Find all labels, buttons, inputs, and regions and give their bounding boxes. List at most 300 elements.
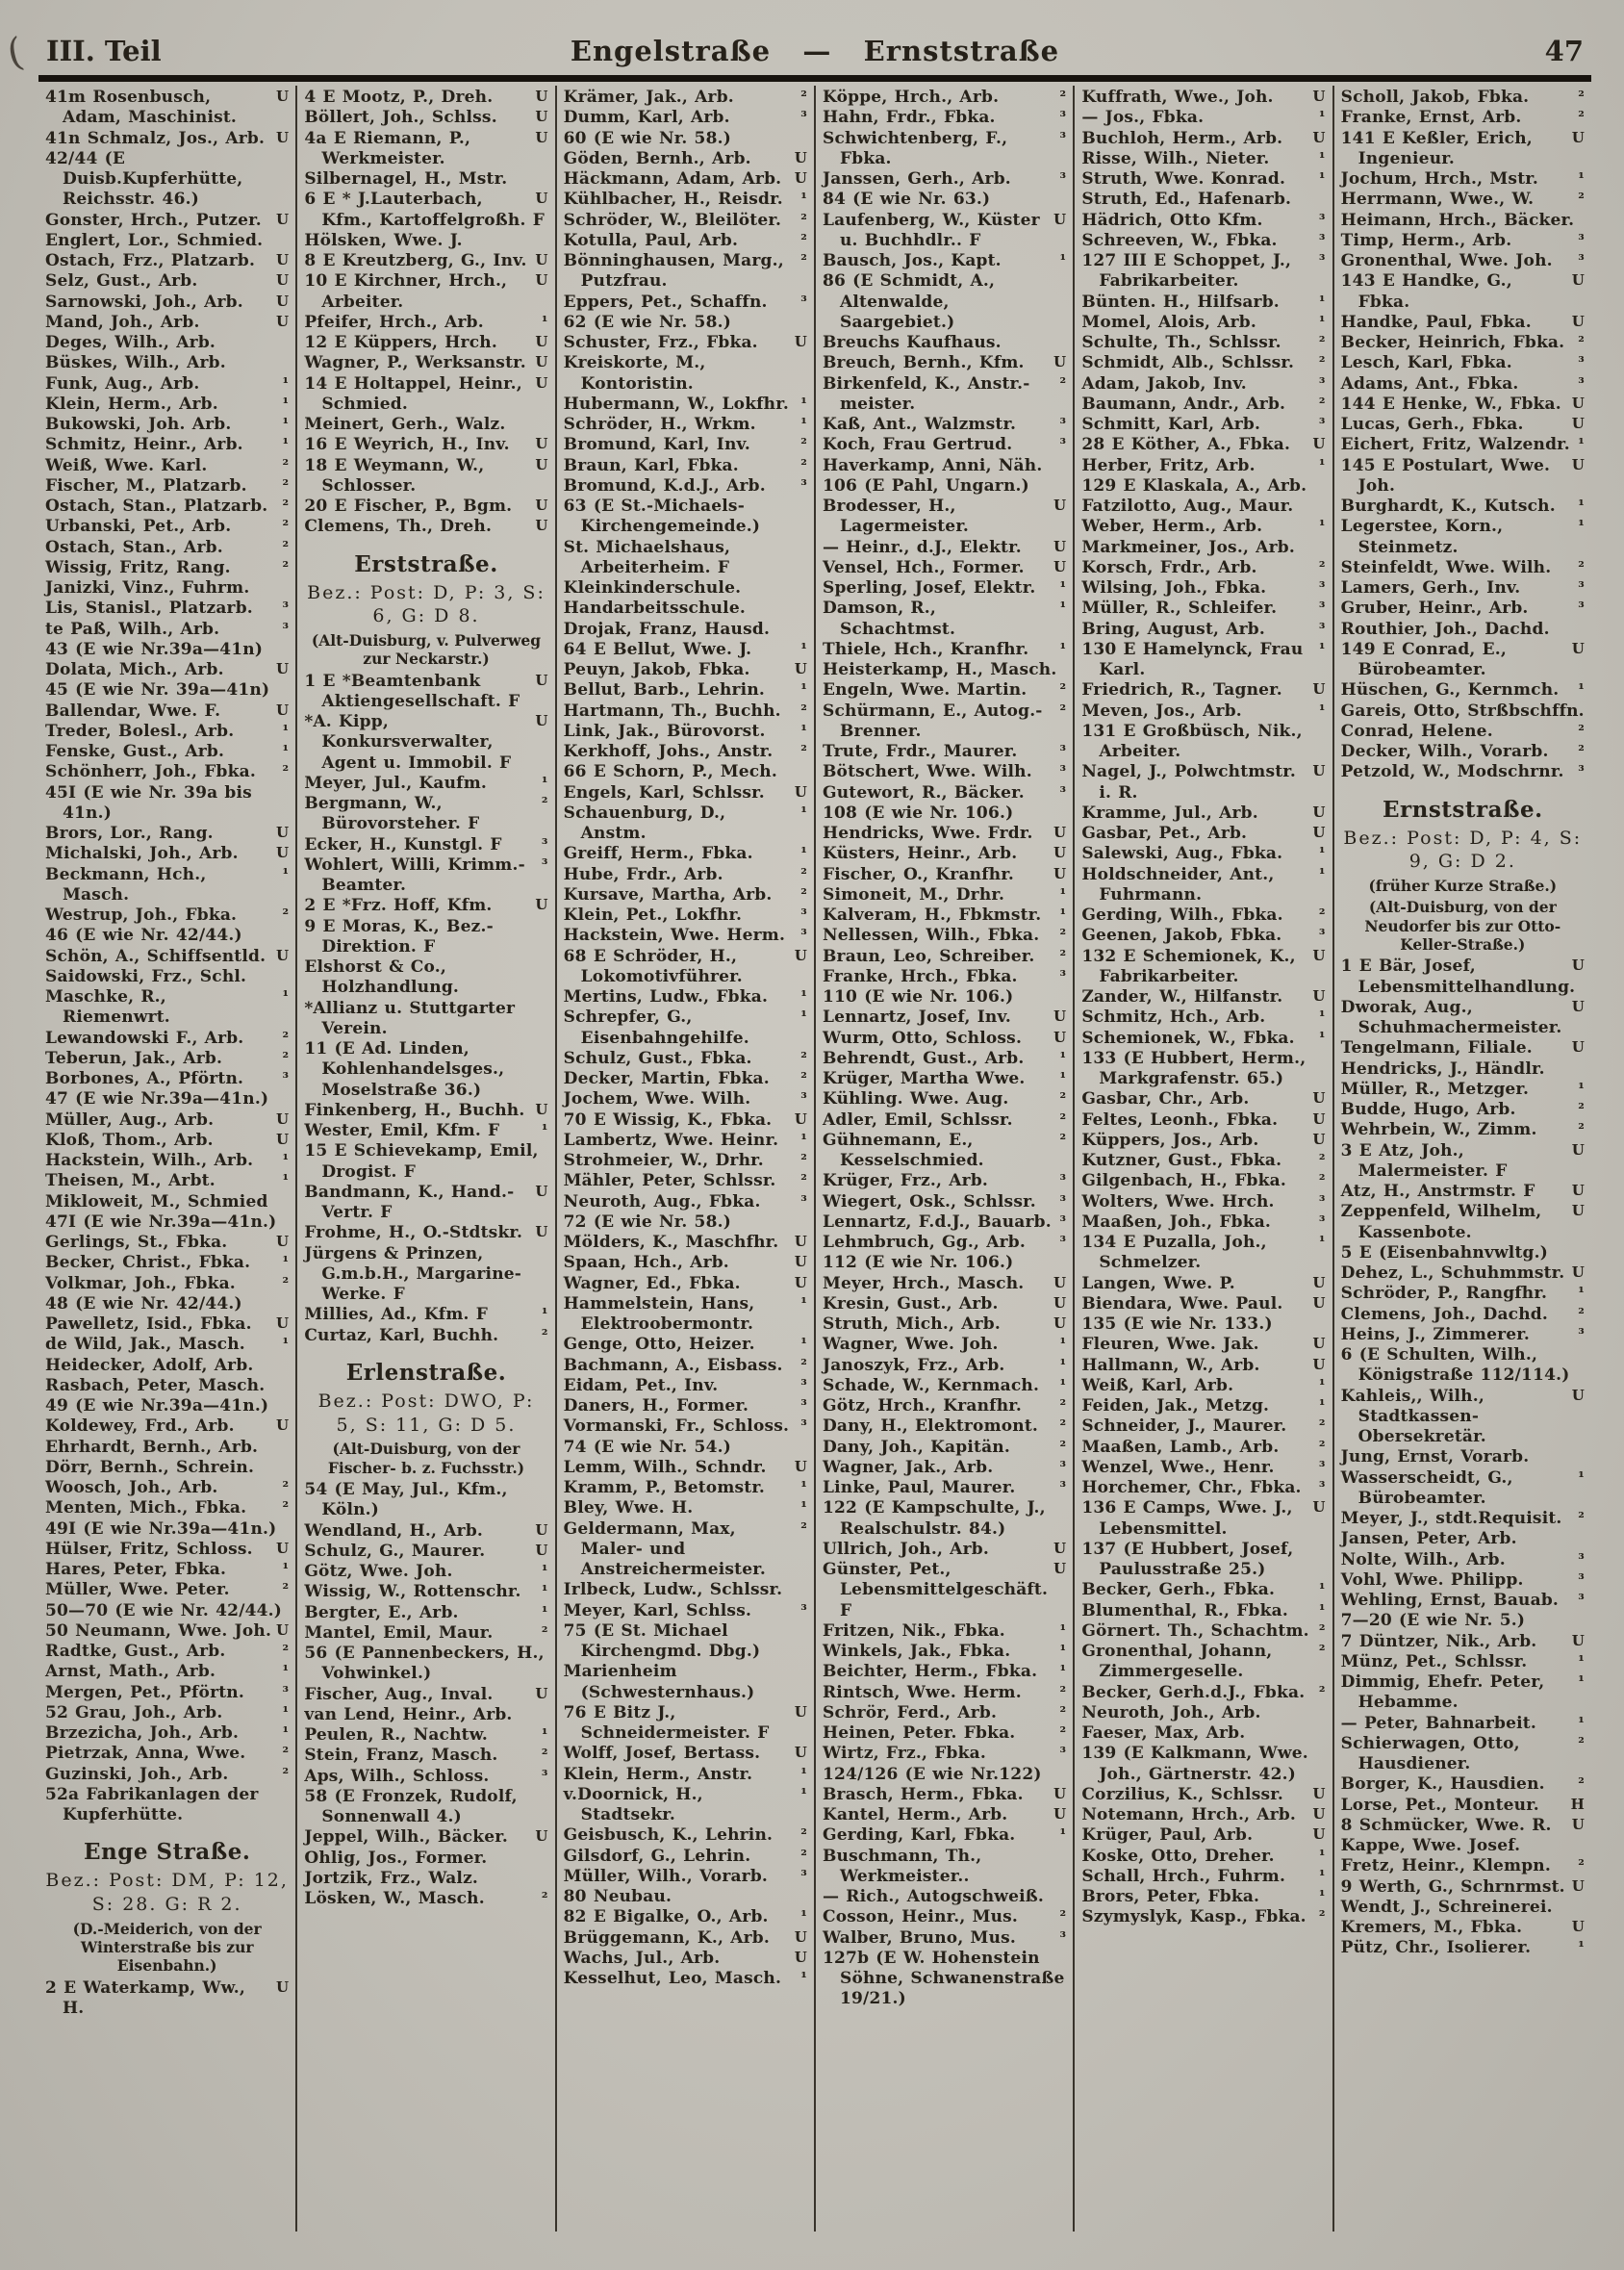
directory-entry: U Zander, W., Hilfanstr. <box>1081 987 1326 1007</box>
directory-entry: 52a Fabrikanlagen der Kupferhütte. <box>45 1784 259 1824</box>
entry-mark: ² <box>282 537 290 555</box>
directory-entry: ¹ Hares, Peter, Fbka. <box>45 1560 290 1579</box>
directory-entry: ² Engeln, Wwe. Martin. <box>822 680 1067 701</box>
entry-mark: ¹ <box>800 1498 807 1517</box>
entry-mark: ³ <box>282 1069 290 1086</box>
directory-entry: 131 E Großbüsch, Nik., Arbeiter. <box>1081 721 1303 761</box>
entry-mark: ¹ <box>1059 599 1067 617</box>
entry-mark: ³ <box>1578 373 1585 392</box>
entry-mark: ¹ <box>1578 1938 1585 1956</box>
directory-entry: U Atz, H., Anstrmstr. F <box>1340 1182 1585 1202</box>
entry-mark: U <box>535 128 548 146</box>
entry-mark: ³ <box>1059 1478 1067 1495</box>
directory-entry: Mikloweit, M., Schmied <box>45 1191 268 1212</box>
entry-mark: U <box>535 1182 548 1200</box>
street-note: (Alt-Duisburg, v. Pulverweg zur Neckarstr.) <box>311 630 542 669</box>
directory-entry: U Biendara, Wwe. Paul. <box>1081 1293 1326 1314</box>
entry-mark: U <box>535 1223 548 1241</box>
entry-mark: U <box>535 497 548 514</box>
entry-mark: U <box>1053 497 1067 514</box>
directory-entry: Janizki, Vinz., Fuhrm. <box>45 578 250 598</box>
street-title-right: Ernststraße <box>863 35 1060 67</box>
directory-entry: ² Korsch, Frdr., Arb. <box>1081 557 1326 577</box>
directory-entry: U 4a E Riemann, P., Werkmeister. <box>304 128 548 168</box>
directory-entry: ² Müller, Wwe. Peter. <box>45 1580 290 1600</box>
entry-mark: ² <box>1578 1304 1585 1322</box>
directory-entry: U Küppers, Jos., Arb. <box>1081 1130 1326 1150</box>
entry-mark: ³ <box>1059 169 1067 187</box>
directory-entry: ³ Linke, Paul, Maurer. <box>822 1478 1067 1497</box>
directory-entry: 62 (E wie Nr. 58.) <box>563 312 731 332</box>
entry-mark: ¹ <box>1578 1467 1585 1486</box>
directory-entry: ¹ Arnst, Math., Arb. <box>45 1662 290 1682</box>
directory-entry: U Ballendar, Wwe. F. <box>45 701 290 721</box>
directory-entry: U Hendricks, Wwe. Frdr. <box>822 824 1067 843</box>
entry-mark: U <box>1053 824 1067 841</box>
entry-mark: ³ <box>1059 1233 1067 1250</box>
entry-mark: ² <box>1318 333 1326 350</box>
entry-mark: U <box>1571 1263 1585 1282</box>
directory-entry: Heisterkamp, H., Masch. <box>822 660 1057 679</box>
entry-mark: ² <box>1059 1907 1067 1926</box>
entry-mark: ¹ <box>282 721 290 739</box>
directory-entry: ¹ Kalveram, H., Fbkmstr. <box>822 905 1067 925</box>
directory-entry: ¹ Pütz, Chr., Isolierer. <box>1340 1938 1585 1958</box>
directory-entry: ¹ Millies, Ad., Kfm. F <box>304 1305 548 1325</box>
directory-entry: 86 (E Schmidt, A., Altenwalde, Saargebiet.) <box>822 271 996 332</box>
entry-mark: ¹ <box>1578 1651 1585 1670</box>
directory-entry: ² Fischer, M., Platzarb. <box>45 475 290 496</box>
entry-mark: ² <box>282 905 290 923</box>
directory-entry: ² Herrmann, Wwe., W. <box>1340 190 1585 210</box>
directory-entry: U Michalski, Joh., Arb. <box>45 844 290 864</box>
entry-mark: ¹ <box>1318 639 1326 657</box>
entry-mark: U <box>276 88 290 105</box>
entry-mark: U <box>535 1684 548 1702</box>
directory-entry: ¹ Dimmig, Ehefr. Peter, Hebamme. <box>1340 1672 1585 1713</box>
directory-entry: ³ Wagner, Jak., Arb. <box>822 1457 1067 1477</box>
entry-mark: ¹ <box>1578 435 1585 453</box>
directory-entry: ¹ Schmitz, Heinr., Arb. <box>45 435 290 455</box>
entry-mark: ¹ <box>1318 292 1326 310</box>
entry-mark: ¹ <box>282 435 290 453</box>
entry-mark: U <box>794 1702 807 1721</box>
entry-mark: ¹ <box>282 415 290 432</box>
directory-entry: ³ Jochem, Wwe. Wilh. <box>563 1089 807 1109</box>
entry-mark: U <box>1571 394 1585 412</box>
directory-entry: ³ Borbones, A., Pförtn. <box>45 1069 290 1088</box>
directory-entry: 49 (E wie Nr.39a—41n.) <box>45 1396 269 1416</box>
directory-entry: ² Bachmann, A., Eisbass. <box>563 1355 807 1375</box>
entry-mark: U <box>1571 997 1585 1015</box>
directory-entry: ³ Eidam, Pet., Inv. <box>563 1375 807 1395</box>
directory-entry: ² Braun, Karl, Fbka. <box>563 455 807 475</box>
directory-entry: ³ Vormanski, Fr., Schloss. <box>563 1416 807 1437</box>
entry-mark: ² <box>541 1746 548 1764</box>
directory-entry: ³ Geenen, Jakob, Fbka. <box>1081 926 1326 946</box>
directory-entry: U Brüggemann, K., Arb. <box>563 1927 807 1948</box>
entry-mark: ¹ <box>1318 1028 1326 1046</box>
street-note: (früher Kurze Straße.) <box>1368 876 1558 895</box>
entry-mark: U <box>794 1948 807 1966</box>
directory-entry: ² Schrör, Ferd., Arb. <box>822 1702 1067 1722</box>
entry-mark: ¹ <box>1578 169 1585 187</box>
entry-mark: ² <box>282 1744 290 1762</box>
directory-entry: U 4 E Mootz, P., Dreh. <box>304 88 548 107</box>
entry-mark: U <box>276 271 290 290</box>
entry-mark: ¹ <box>541 1562 548 1579</box>
entry-mark: U <box>1053 1273 1067 1291</box>
entry-mark: ³ <box>1059 108 1067 126</box>
directory-entry: ³ Walber, Bruno, Mus. <box>822 1927 1067 1948</box>
directory-entry: U Dworak, Aug., Schuhmachermeister. <box>1340 997 1585 1038</box>
entry-mark: U <box>1571 1140 1585 1159</box>
entry-mark: ³ <box>541 854 548 873</box>
entry-mark: U <box>1571 1386 1585 1404</box>
directory-entry: ³ Schmitt, Karl, Arb. <box>1081 415 1326 434</box>
directory-entry: 6 (E Schulten, Wilh., Königstraße 112/114.) <box>1340 1345 1570 1386</box>
directory-entry: Heidecker, Adolf, Arb. <box>45 1355 254 1375</box>
entry-mark: U <box>535 1827 548 1846</box>
directory-entry: U Friedrich, R., Tagner. <box>1081 680 1326 701</box>
directory-entry: U Laufenberg, W., Küster u. Buchhdlr.. F <box>822 210 1067 250</box>
directory-entry: 112 (E wie Nr. 106.) <box>822 1253 1014 1273</box>
directory-entry: ² Schulz, Gust., Fbka. <box>563 1048 807 1068</box>
directory-entry: U 41n Schmalz, Jos., Arb. <box>45 128 290 148</box>
directory-entry: ² Braun, Leo, Schreiber. <box>822 946 1067 966</box>
directory-entry: ³ Timp, Herm., Arb. <box>1340 230 1585 250</box>
directory-entry: ¹ Beichter, Herm., Fbka. <box>822 1662 1067 1682</box>
directory-entry: Saidowski, Frz., Schl. <box>45 966 247 986</box>
entry-mark: U <box>535 712 548 730</box>
directory-entry: ¹ — Jos., Fbka. <box>1081 108 1326 128</box>
directory-entry: ¹ Weber, Herm., Arb. <box>1081 517 1326 537</box>
pen-mark: ( <box>3 29 28 77</box>
directory-entry: ¹ Fenske, Gust., Arb. <box>45 742 290 761</box>
entry-mark: U <box>794 1233 807 1250</box>
entry-mark: ² <box>1318 1620 1326 1639</box>
directory-entry: Struth, Ed., Hafenarb. <box>1081 190 1292 210</box>
directory-entry: ³ Horchemer, Chr., Fbka. <box>1081 1478 1326 1497</box>
directory-entry: U Kresin, Gust., Arb. <box>822 1293 1067 1314</box>
directory-entry: ³ Franke, Hrch., Fbka. <box>822 966 1067 986</box>
entry-mark: ³ <box>800 1089 807 1108</box>
directory-entry: ¹ Becker, Christ., Fbka. <box>45 1253 290 1273</box>
entry-mark: U <box>535 1100 548 1118</box>
entry-mark: ² <box>800 1355 807 1373</box>
column-1 <box>38 86 297 2232</box>
directory-entry: ³ Wolters, Wwe. Hrch. <box>1081 1191 1326 1212</box>
directory-entry: U Kantel, Herm., Arb. <box>822 1805 1067 1824</box>
directory-entry: Fatzilotto, Aug., Maur. <box>1081 497 1294 516</box>
directory-entry: 127b (E W. Hohenstein Söhne, Schwanenstraße 19/21.) <box>822 1948 1065 2009</box>
directory-entry: 108 (E wie Nr. 106.) <box>822 803 1014 823</box>
directory-entry: ³ Hädrich, Otto Kfm. <box>1081 210 1326 230</box>
entry-mark: ¹ <box>282 742 290 759</box>
directory-entry: U — Heinr., d.J., Elektr. <box>822 537 1067 557</box>
entry-mark: ² <box>800 1825 807 1844</box>
directory-entry: ² Fretz, Heinr., Klempn. <box>1340 1856 1585 1876</box>
entry-mark: ² <box>800 864 807 882</box>
directory-entry: U Brors, Lor., Rang. <box>45 824 290 843</box>
entry-mark: ² <box>800 1048 807 1066</box>
directory-entry: ¹ Janoszyk, Frz., Arb. <box>822 1355 1067 1375</box>
street-postal-info: Bez.: Post: DWO, P: 5, S: 11, G: D 5. <box>317 1390 535 1436</box>
directory-entry: Routhier, Joh., Dachd. <box>1340 619 1550 639</box>
entry-mark: U <box>1571 312 1585 330</box>
directory-entry: 122 (E Kampschulte, J., Realschulstr. 84.) <box>822 1498 1046 1539</box>
directory-entry: ² Dany, Joh., Kapitän. <box>822 1437 1067 1457</box>
directory-entry: ¹ v.Doornick, H., Stadtsekr. <box>563 1784 807 1824</box>
entry-mark: ¹ <box>800 721 807 739</box>
directory-entry: ² Lösken, W., Masch. <box>304 1889 548 1908</box>
entry-mark: ¹ <box>800 190 807 208</box>
directory-entry: ² Teberun, Jak., Arb. <box>45 1048 290 1068</box>
entry-mark: ¹ <box>1318 864 1326 882</box>
entry-mark: ¹ <box>1059 884 1067 903</box>
directory-entry: ¹ Schröder, P., Rangfhr. <box>1340 1284 1585 1304</box>
entry-mark: U <box>1312 1293 1326 1312</box>
street-heading: Enge Straße. <box>83 1839 251 1866</box>
directory-entry: ³ Nolte, Wilh., Arb. <box>1340 1549 1585 1569</box>
entry-mark: ³ <box>800 926 807 944</box>
directory-entry: U Peuyn, Jakob, Fbka. <box>563 660 807 679</box>
directory-entry: ³ Klein, Pet., Lokfhr. <box>563 905 807 925</box>
directory-entry: U Wagner, P., Werksanstr. <box>304 353 548 373</box>
directory-entry: Jung, Ernst, Vorarb. <box>1340 1447 1530 1467</box>
directory-entry: U Sarnowski, Joh., Arb. <box>45 292 290 312</box>
directory-entry: ² Nellessen, Wilh., Fbka. <box>822 926 1067 946</box>
entry-mark: ² <box>800 230 807 248</box>
directory-entry: U Günster, Pet., Lebensmittelgeschäft. F <box>822 1560 1067 1620</box>
directory-entry: U Gasbar, Pet., Arb. <box>1081 824 1326 843</box>
directory-entry: ³ Heins, J., Zimmerer. <box>1340 1324 1585 1344</box>
directory-entry: U Kramme, Jul., Arb. <box>1081 803 1326 823</box>
directory-entry: Neuroth, Joh., Arb. <box>1081 1702 1261 1722</box>
directory-entry: ² Kotulla, Paul, Arb. <box>563 230 807 250</box>
directory-entry: ² Görnert. Th., Schachtm. <box>1081 1620 1326 1641</box>
entry-mark: U <box>1571 1182 1585 1200</box>
entry-mark: U <box>1053 557 1067 575</box>
directory-entry: ¹ Simoneit, M., Drhr. <box>822 884 1067 905</box>
entry-mark: ¹ <box>1318 455 1326 473</box>
directory-entry: Buschmann, Th., Werkmeister.. <box>822 1846 982 1886</box>
entry-mark: ³ <box>282 1682 290 1700</box>
column-5 <box>1075 86 1333 2232</box>
directory-entry: Ehrhardt, Bernh., Arb. <box>45 1437 259 1457</box>
column-4 <box>816 86 1075 2232</box>
directory-entry: ² Borger, K., Hausdien. <box>1340 1774 1585 1795</box>
directory-entry: Kappe, Wwe. Josef. <box>1340 1836 1521 1856</box>
street-note: (Alt-Duisburg, von der Neudorfer bis zur Otto-Keller-Straße.) <box>1364 898 1561 954</box>
entry-mark: ³ <box>1578 762 1585 780</box>
directory-entry: ¹ Treder, Bolesl., Arb. <box>45 721 290 741</box>
entry-mark: U <box>794 148 807 166</box>
directory-entry: 124/126 (E wie Nr.122) <box>822 1764 1042 1784</box>
directory-entry: U Ostach, Frz., Platzarb. <box>45 251 290 270</box>
directory-entry: U 50 Neumann, Wwe. Joh. <box>45 1620 290 1641</box>
entry-mark: ³ <box>1059 762 1067 780</box>
entry-mark: ² <box>1578 1100 1585 1118</box>
directory-entry: ² Weiß, Wwe. Karl. <box>45 455 290 475</box>
entry-mark: ³ <box>1318 1457 1326 1475</box>
entry-mark: U <box>1053 210 1067 228</box>
entry-mark: U <box>276 660 290 677</box>
entry-mark: ³ <box>800 1416 807 1435</box>
directory-entry: ² Kutzner, Gust., Fbka. <box>1081 1151 1326 1170</box>
directory-entry: ³ Lesch, Karl, Fbka. <box>1340 353 1585 373</box>
directory-entry: 66 E Schorn, P., Mech. <box>563 762 777 782</box>
directory-entry: H Lorse, Pet., Monteur. <box>1340 1795 1585 1815</box>
directory-entry: ³ Dumm, Karl, Arb. <box>563 108 807 128</box>
directory-entry: 56 (E Pannenbeckers, H., Vohwinkel.) <box>304 1644 545 1684</box>
directory-entry: ² Mantel, Emil, Maur. <box>304 1622 548 1643</box>
directory-entry: U Schuster, Frz., Fbka. <box>563 333 807 352</box>
directory-entry: ² Rintsch, Wwe. Herm. <box>822 1682 1067 1702</box>
directory-entry: U 10 E Kirchner, Hrch., Arbeiter. <box>304 271 548 312</box>
directory-entry: Silbernagel, H., Mstr. <box>304 169 508 189</box>
directory-entry: ³ Daners, H., Former. <box>563 1396 807 1416</box>
directory-entry: ³ Lis, Stanisl., Platzarb. <box>45 599 290 619</box>
directory-entry: ² Becker, Heinrich, Fbka. <box>1340 333 1585 352</box>
entry-mark: ¹ <box>1318 1233 1326 1250</box>
entry-mark: U <box>1053 1007 1067 1026</box>
directory-entry: ¹ Meyer, Jul., Kaufm. <box>304 773 548 793</box>
entry-mark: ² <box>282 557 290 575</box>
column-3 <box>557 86 816 2232</box>
directory-entry: ² Hartmann, Th., Buchh. <box>563 701 807 721</box>
directory-entry: U Handke, Paul, Fbka. <box>1340 312 1585 332</box>
entry-mark: ² <box>282 497 290 514</box>
directory-entry: U Lennartz, Josef, Inv. <box>822 1007 1067 1028</box>
directory-entry: U Hallmann, W., Arb. <box>1081 1355 1326 1375</box>
entry-mark: U <box>1053 1293 1067 1312</box>
directory-entry: ² Wissig, Fritz, Rang. <box>45 557 290 577</box>
entry-mark: ³ <box>1318 578 1326 596</box>
directory-entry: ² Budde, Hugo, Arb. <box>1340 1100 1585 1120</box>
directory-entry: ¹ Risse, Wilh., Nieter. <box>1081 148 1326 168</box>
entry-mark: ² <box>1318 1171 1326 1189</box>
entry-mark: ¹ <box>1059 1662 1067 1680</box>
entry-mark: U <box>1571 455 1585 473</box>
entry-mark: ³ <box>1059 782 1067 801</box>
directory-entry: ² Woosch, Joh., Arb. <box>45 1478 290 1497</box>
directory-entry: ¹ Wagner, Wwe. Joh. <box>822 1335 1067 1355</box>
entry-mark: U <box>1312 1805 1326 1823</box>
directory-entry: Breuchs Kaufhaus. <box>822 333 1002 352</box>
directory-entry: U Engels, Karl, Schlssr. <box>563 782 807 803</box>
entry-mark: U <box>535 1541 548 1559</box>
directory-entry: U Wagner, Ed., Fbka. <box>563 1273 807 1293</box>
directory-entry: U Buchloh, Herm., Arb. <box>1081 128 1326 148</box>
entry-mark: ¹ <box>1578 497 1585 514</box>
entry-mark: ² <box>1578 742 1585 759</box>
directory-entry: ² Dany, H., Elektromont. <box>822 1416 1067 1437</box>
entry-mark: ³ <box>1578 1569 1585 1588</box>
directory-entry: Jürgens & Prinzen, G.m.b.H., Margarine-Werke. F <box>304 1243 522 1305</box>
directory-entry: U *A. Kipp, Konkursverwalter, Agent u. Immobil. F <box>304 712 548 773</box>
directory-entry: U Brodesser, H., Lagermeister. <box>822 497 1067 537</box>
entry-mark: U <box>535 435 548 453</box>
directory-entry: U Wurm, Otto, Schloss. <box>822 1028 1067 1048</box>
directory-entry: U 14 E Holtappel, Heinr., Schmied. <box>304 373 548 414</box>
directory-entry: ¹ Genge, Otto, Heizer. <box>563 1335 807 1355</box>
directory-entry: ² Westrup, Joh., Fbka. <box>45 905 290 925</box>
directory-entry: ³ Vohl, Wwe. Philipp. <box>1340 1569 1585 1590</box>
directory-entry: ² Conrad, Helene. <box>1340 721 1585 741</box>
directory-entry: ¹ Herber, Fritz, Arb. <box>1081 455 1326 475</box>
directory-entry: Englert, Lor., Schmied. <box>45 230 264 250</box>
entry-mark: ¹ <box>1578 1079 1585 1097</box>
directory-entry: 45 (E wie Nr. 39a—41n) <box>45 680 270 701</box>
directory-entry: ¹ — Peter, Bahnarbeit. <box>1340 1713 1585 1733</box>
directory-entry: 48 (E wie Nr. 42/44.) <box>45 1293 242 1314</box>
entry-mark: U <box>1312 762 1326 780</box>
entry-mark: ¹ <box>800 1293 807 1312</box>
entry-mark: U <box>1571 639 1585 657</box>
entry-mark: ¹ <box>282 1171 290 1189</box>
directory-entry: ² Gilgenbach, H., Fbka. <box>1081 1171 1326 1191</box>
entry-mark: ² <box>1318 1682 1326 1700</box>
directory-entry: ¹ Bünten. H., Hilfsarb. <box>1081 292 1326 312</box>
entry-mark: ² <box>1059 1702 1067 1721</box>
directory-entry: U 1 E *Beamtenbank Aktiengesellschaft. F <box>304 671 548 711</box>
entry-mark: U <box>794 1109 807 1128</box>
entry-mark: ² <box>282 475 290 494</box>
directory-entry: ¹ Hubermann, W., Lokfhr. <box>563 394 807 414</box>
entry-mark: ¹ <box>1578 1713 1585 1731</box>
directory-entry: ¹ Schade, W., Kernmach. <box>822 1375 1067 1395</box>
directory-entry: ¹ Götz, Wwe. Joh. <box>304 1562 548 1581</box>
directory-entry: ³ Gronenthal, Wwe. Joh. <box>1340 251 1585 270</box>
entry-mark: ¹ <box>800 987 807 1005</box>
directory-entry: 5 E (Eisenbahnvwltg.) <box>1340 1242 1548 1263</box>
street-title-left: Engelstraße <box>570 35 772 67</box>
entry-mark: ¹ <box>800 803 807 821</box>
directory-entry: ² Menten, Mich., Fbka. <box>45 1498 290 1518</box>
column-2 <box>297 86 556 2232</box>
directory-entry: Drojak, Franz, Hausd. <box>563 619 771 639</box>
entry-mark: U <box>1312 803 1326 821</box>
directory-entry: ¹ Hammelstein, Hans, Elektroobermontr. <box>563 1293 807 1334</box>
directory-entry: U 70 E Wissig, K., Fbka. <box>563 1109 807 1130</box>
directory-entry: U 76 E Bitz J., Schneidermeister. F <box>563 1702 807 1743</box>
entry-mark: U <box>1312 946 1326 964</box>
directory-entry: ¹ Bellut, Barb., Lehrin. <box>563 680 807 701</box>
directory-entry: ¹ Schall, Hrch., Fuhrm. <box>1081 1866 1326 1886</box>
directory-entry: U Lucas, Gerh., Fbka. <box>1340 415 1585 434</box>
column-6 <box>1334 86 1591 2232</box>
directory-entry: U 2 E *Frz. Hoff, Kfm. <box>304 896 548 916</box>
entry-mark: ³ <box>800 292 807 310</box>
directory-entry: ¹ Bergter, E., Arb. <box>304 1602 548 1622</box>
entry-mark: ¹ <box>800 1335 807 1353</box>
directory-entry: ² Steinfeldt, Wwe. Wilh. <box>1340 557 1585 577</box>
entry-mark: ³ <box>800 905 807 923</box>
entry-mark: ³ <box>1318 415 1326 432</box>
directory-entry: U Selz, Gust., Arb. <box>45 271 290 292</box>
entry-mark: ³ <box>800 1375 807 1393</box>
entry-mark: U <box>276 1109 290 1128</box>
directory-columns <box>38 86 1591 2232</box>
directory-entry: ¹ Beckmann, Hch., Masch. <box>45 864 290 905</box>
entry-mark: ³ <box>282 619 290 637</box>
directory-entry: Deges, Wilh., Arb. <box>45 333 216 352</box>
entry-mark: ² <box>800 1846 807 1864</box>
entry-mark: ³ <box>1578 251 1585 268</box>
entry-mark: ¹ <box>1059 1355 1067 1373</box>
entry-mark: ² <box>1578 1509 1585 1527</box>
